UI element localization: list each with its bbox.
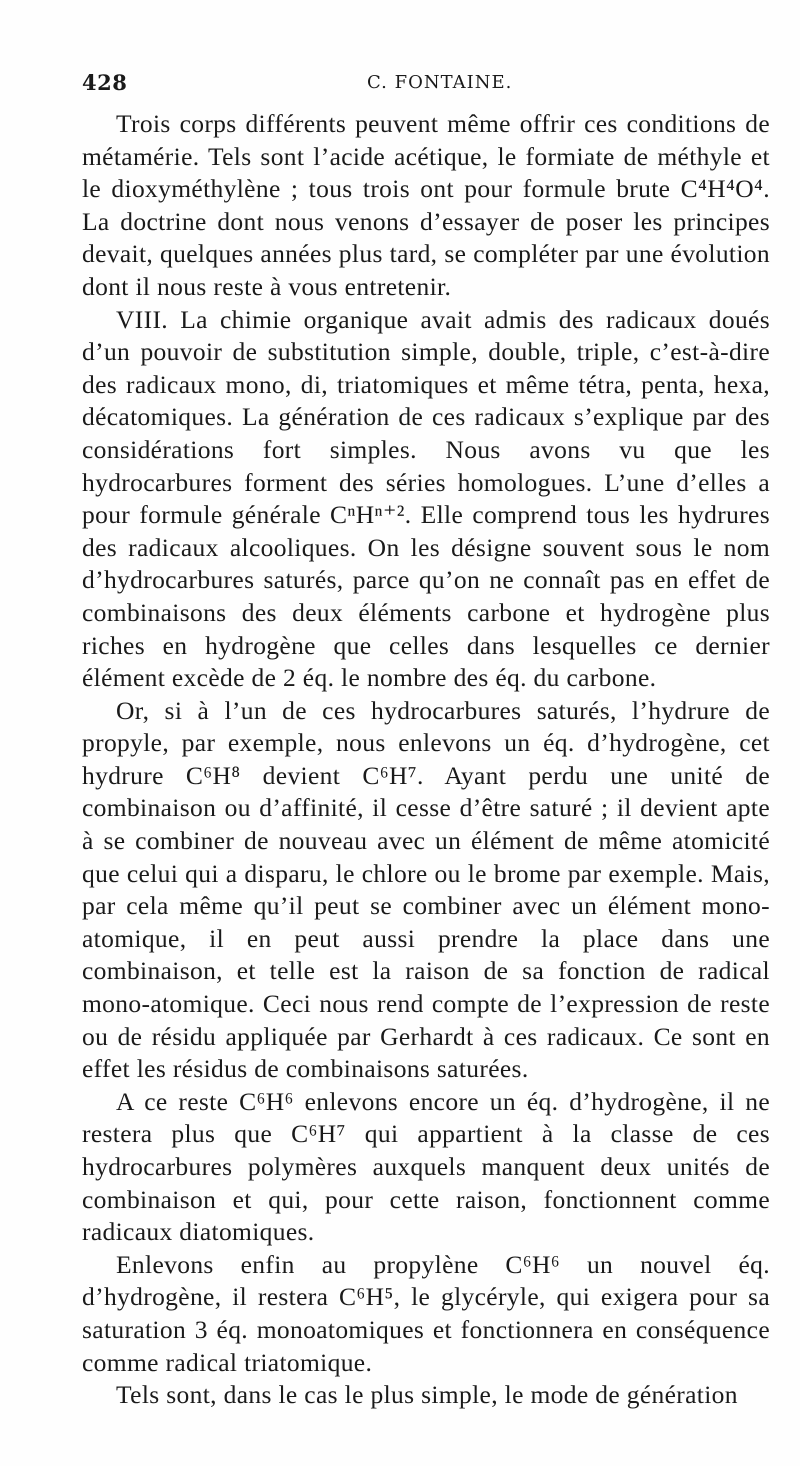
paragraph-metamerie: Trois corps différents peuvent même offrir ces conditions de métamérie. Tels sont l’acide acétique, le formiate de méthyle et le dioxyméthylène ; tous trois ont pour formule brute C⁴H⁴O⁴. La doctrine dont nous venons d’essayer de poser les principes devait, quelques années plus tard, se compléter par une évolution dont il nous reste à vous entretenir. (82, 109, 770, 301)
paragraph-propyle: Or, si à l’un de ces hydrocarbures saturés, l’hydrure de propyle, par exemple, nous enlevons un éq. d’hydrogène, cet hydrure C⁶H⁸ devient C⁶H⁷. Ayant perdu une unité de combinaison ou d’affinité, il cesse d’être saturé ; il devient apte à se combiner de nouveau avec un élément de même atomicité que celui qui a disparu, le chlore ou le brome par exemple. Mais, par cela même qu’il peut se combiner avec un élément mono-atomique, il en peut aussi prendre la place dans une combinaison, et telle est la raison de sa fonction de radical mono-atomique. Ceci nous rend compte de l’expression de reste ou de résidu appliquée par Gerhardt à ces radicaux. Ce sont en effet les résidus de combinaisons saturées. (82, 695, 770, 1084)
page-number: 428 (82, 70, 128, 95)
paragraph-reste: A ce reste C⁶H⁶ enlevons encore un éq. d’hydrogène, il ne restera plus que C⁶H⁷ qui appartient à la classe de ces hydrocarbures polymères auxquels manquent deux unités de combinaison et qui, pour cette raison, fonctionnent comme radicaux diatomiques. (82, 1086, 770, 1247)
paragraph-section-viii: VIII. La chimie organique avait admis des radicaux doués d’un pouvoir de substitution simple, double, triple, c’est-à-dire des radicaux mono, di, triatomiques et même tétra, penta, hexa, décatomiques. La génération de ces radicaux s’explique par des considérations fort simples. Nous avons vu que les hydrocarbures forment des séries homologues. L’une d’elles a pour formule générale CⁿHⁿ⁺². Elle comprend tous les hydrures des radicaux alcooliques. On les désigne souvent sous le nom d’hydrocarbures saturés, parce qu’on ne connaît pas en effet de combinaisons des deux éléments carbone et hydrogène plus riches en hydrogène que celles dans lesquelles ce dernier élément excède de 2 éq. le nombre des éq. du carbone. (82, 304, 770, 693)
running-head (82, 70, 772, 102)
paragraph-closing: Tels sont, dans le cas le plus simple, le mode de génération (116, 1380, 738, 1410)
paragraph-glyceryle: Enlevons enfin au propylène C⁶H⁶ un nouvel éq. d’hydrogène, il restera C⁶H⁵, le glycéryle, qui exigera pour sa saturation 3 éq. monoatomiques et fonctionnera en conséquence comme radical triatomique. (82, 1249, 770, 1377)
running-head-author: C. FONTAINE. (367, 72, 513, 93)
body-text (82, 108, 770, 1412)
